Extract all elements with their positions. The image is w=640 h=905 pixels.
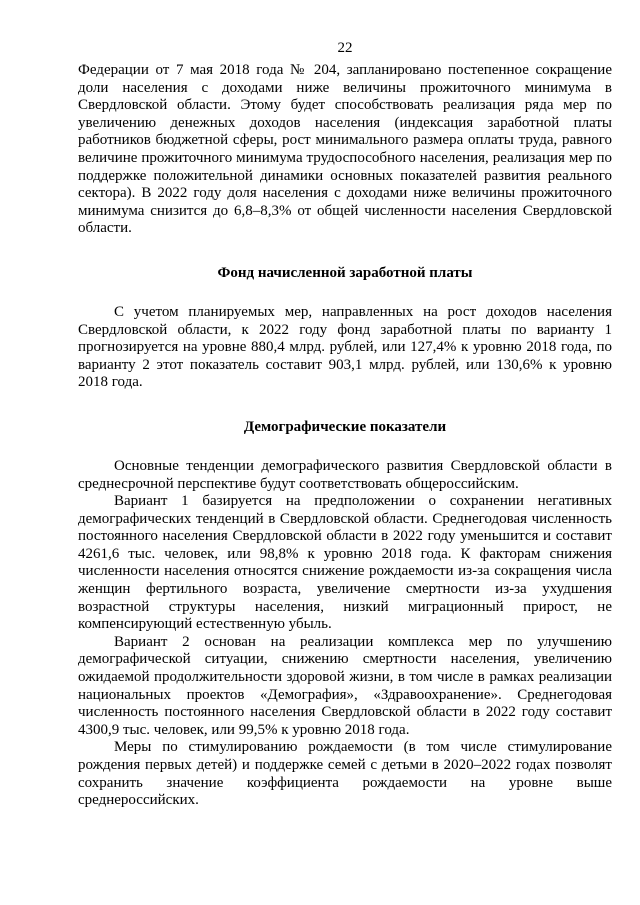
- intro-paragraph: Федерации от 7 мая 2018 года № 204, запланировано постепенное сокращение доли населения с доходами ниже величины прожиточного минимума в Свердловской области. Этому будет способствовать реализация ряда мер по увеличению денежных доходов населения (индексация заработной платы работников бюджетной сферы, рост минимального размера оплаты труда, равного величине прожиточного минимума трудоспособного населения, реализация мер по поддержке положительной динамики основных показателей развития реального сектора). В 2022 году доля населения с доходами ниже величины прожиточного минимума снизится до 6,8–8,3% от общей численности населения Свердловской области.: [78, 62, 612, 237]
- demography-paragraph-4: Меры по стимулированию рождаемости (в том числе стимулирование рождения первых детей) и поддержке семей с детьми в 2020–2022 годах позволят сохранить значение коэффициента рождаемости на уровне выше среднероссийских.: [78, 739, 612, 809]
- page-number: 22: [337, 40, 353, 56]
- document-page: [78, 38, 612, 810]
- section-heading-demography: Демографические показатели: [243, 418, 447, 435]
- demography-paragraph-1: Основные тенденции демографического развития Свердловской области в среднесрочной перспективе будут соответствовать общероссийским.: [78, 457, 612, 492]
- demography-paragraph-3: Вариант 2 основан на реализации комплекса мер по улучшению демографической ситуации, снижению смертности населения, увеличению ожидаемой продолжительности здоровой жизни, в том числе в рамках реализации национальных проектов «Демография», «Здравоохранение». Среднегодовая численность постоянного населения Свердловской области в 2022 году составит 4300,9 тыс. человек, или 99,5% к уровню 2018 года.: [78, 633, 612, 738]
- section-heading-wage-fund: Фонд начисленной заработной платы: [217, 264, 473, 281]
- wage-fund-paragraph: С учетом планируемых мер, направленных на рост доходов населения Свердловской области, к 2022 году фонд заработной платы по варианту 1 прогнозируется на уровне 880,4 млрд. рублей, или 127,4% к уровню 2018 года, по варианту 2 этот показатель составит 903,1 млрд. рублей, или 130,6% к уровню 2018 года.: [78, 303, 612, 391]
- demography-paragraph-2: Вариант 1 базируется на предположении о сохранении негативных демографических тенденций в Свердловской области. Среднегодовая численность постоянного населения Свердловской области в 2022 году уменьшится и составит 4261,6 тыс. человек, или 98,8% к уровню 2018 года. К факторам снижения численности населения относятся снижение рождаемости из-за сокращения числа женщин фертильного возраста, увеличение смертности из-за ухудшения возрастной структуры населения, низкий миграционный прирост, не компенсирующий естественную убыль.: [78, 493, 612, 633]
